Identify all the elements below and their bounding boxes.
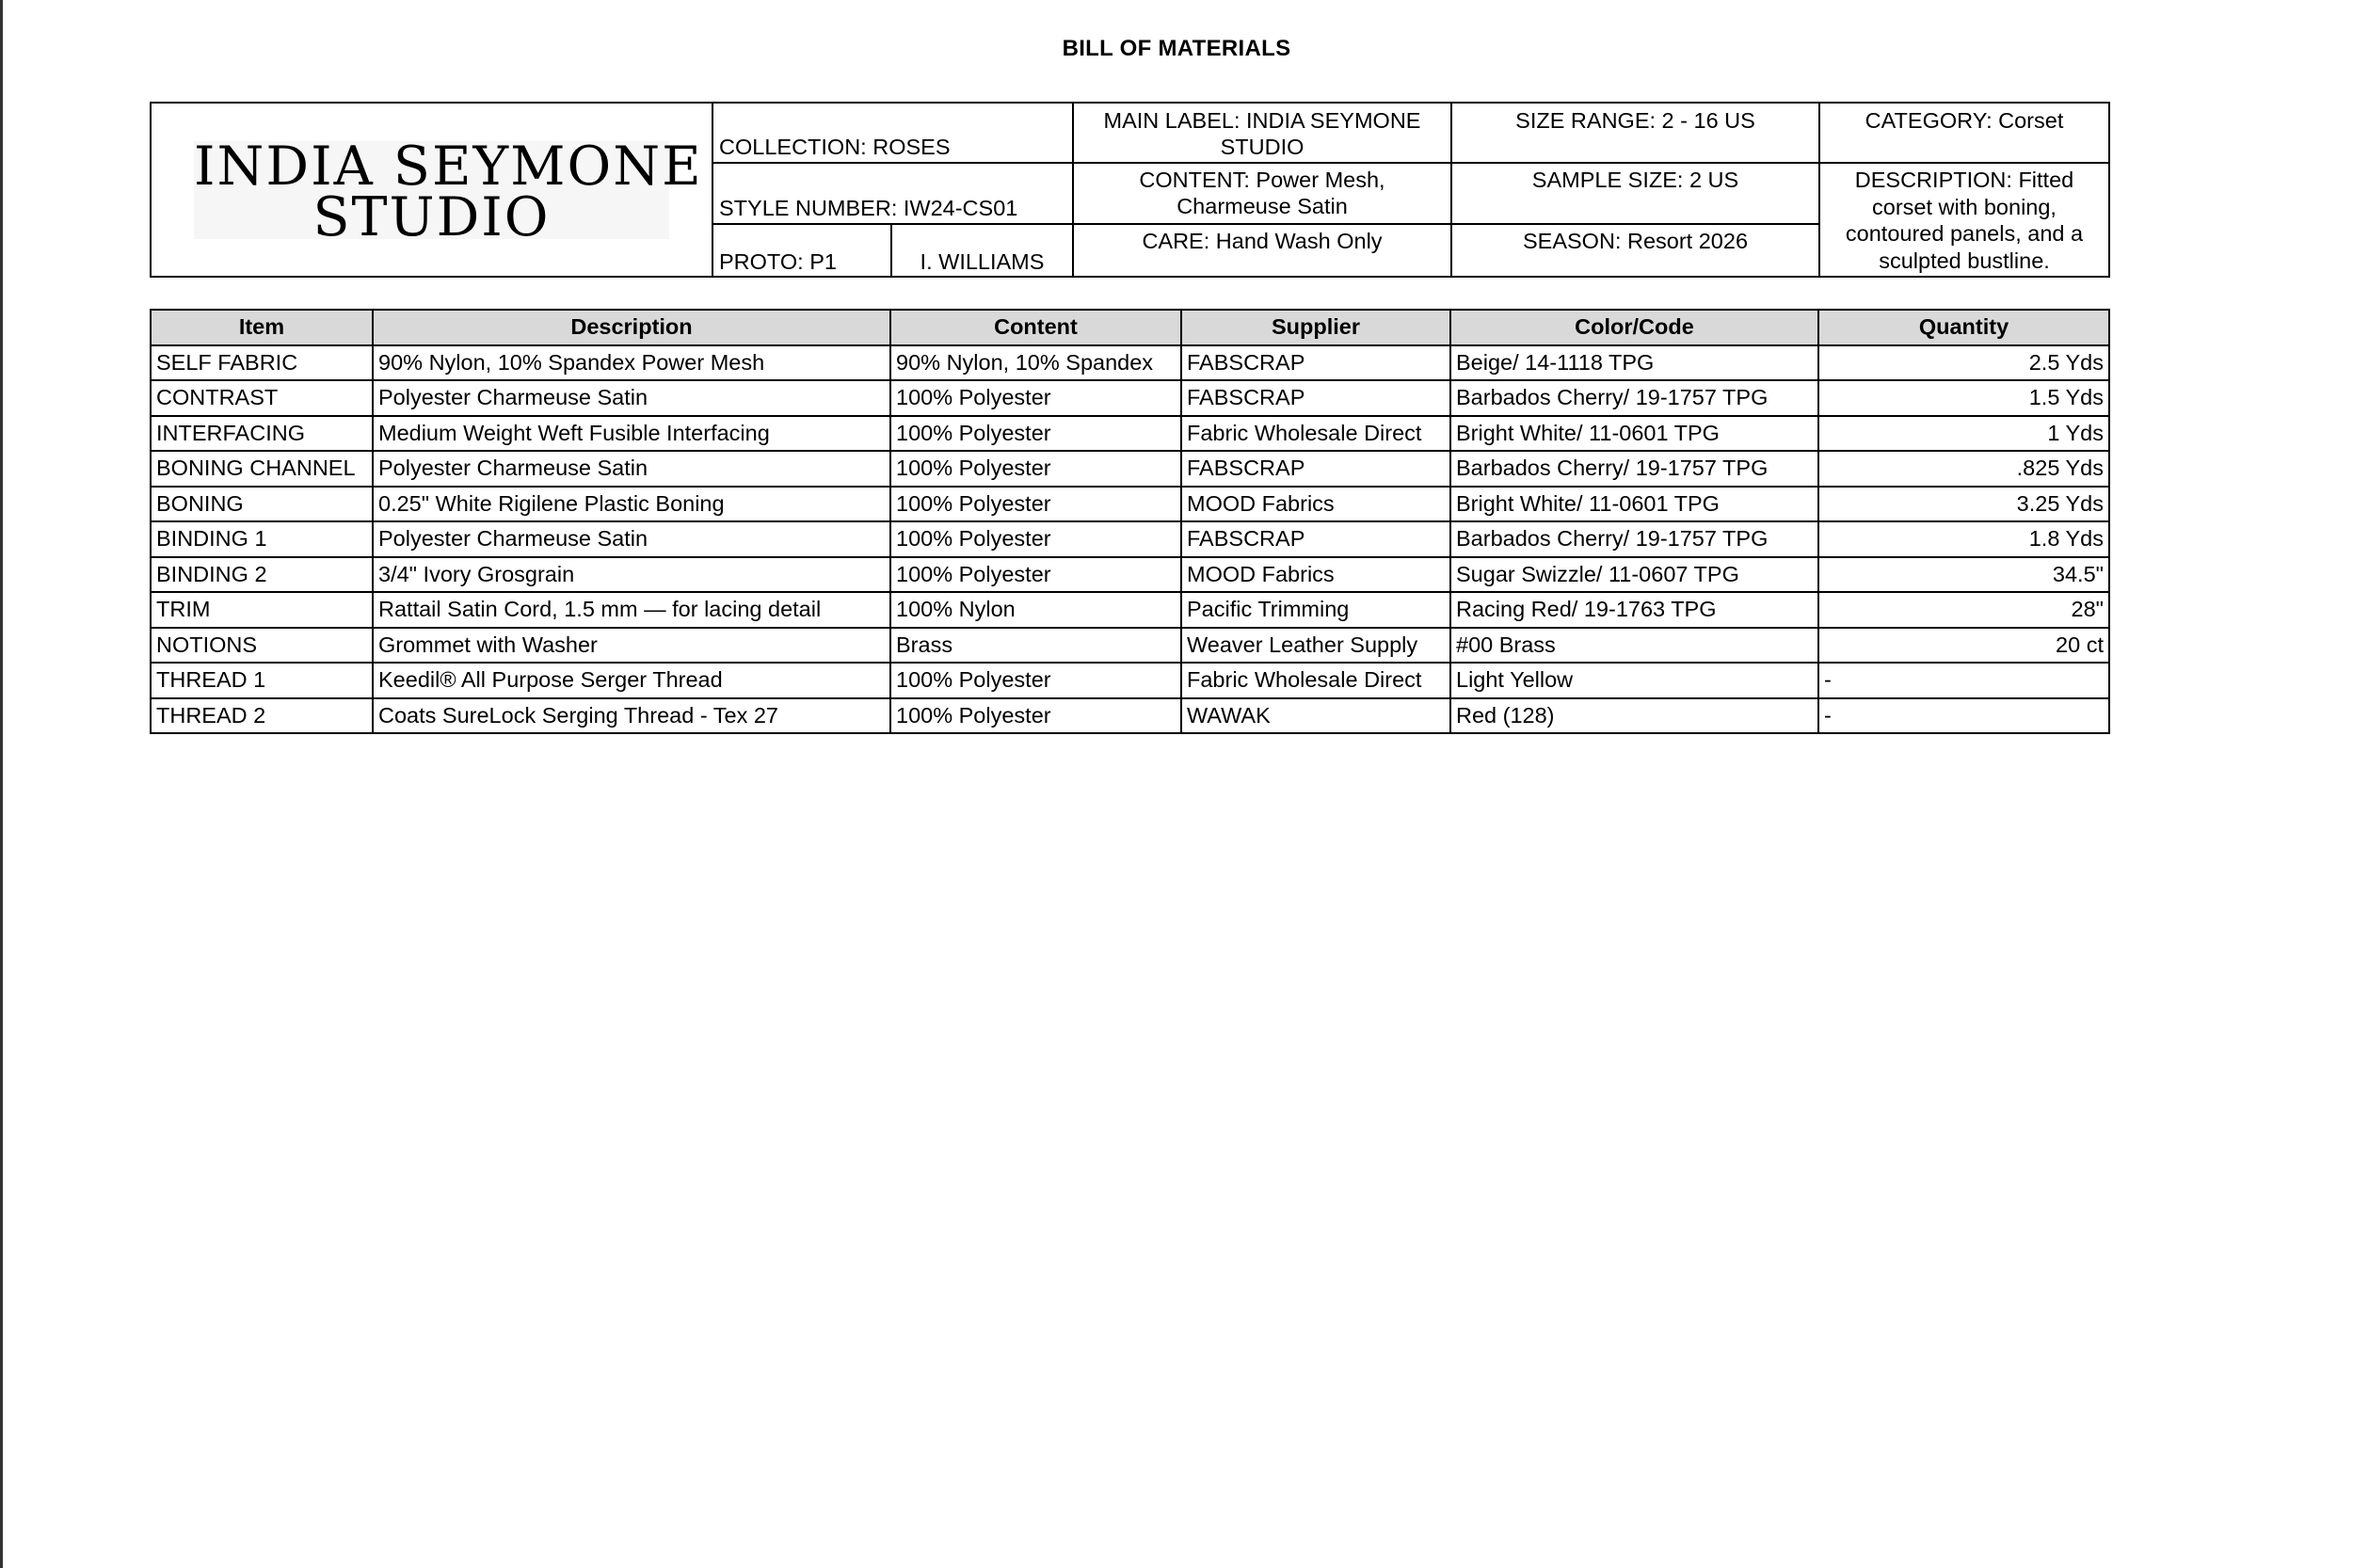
item-cell: THREAD 1 bbox=[151, 663, 373, 698]
color-code-cell: Barbados Cherry/ 19-1757 TPG bbox=[1450, 521, 1818, 557]
supplier-cell: FABSCRAP bbox=[1181, 380, 1450, 416]
color-code-cell: Sugar Swizzle/ 11-0607 TPG bbox=[1450, 557, 1818, 593]
quantity-cell: 1.8 Yds bbox=[1818, 521, 2109, 557]
content-cell: CONTENT: Power Mesh, Charmeuse Satin bbox=[1073, 163, 1451, 224]
supplier-cell: MOOD Fabrics bbox=[1181, 487, 1450, 522]
quantity-cell: - bbox=[1818, 698, 2109, 734]
column-header-item: Item bbox=[151, 310, 373, 345]
table-row bbox=[151, 416, 2109, 452]
description-cell: Coats SureLock Serging Thread - Tex 27 bbox=[373, 698, 890, 734]
size-range-cell: SIZE RANGE: 2 - 16 US bbox=[1451, 103, 1819, 163]
table-row bbox=[151, 487, 2109, 522]
column-header-supplier: Supplier bbox=[1181, 310, 1450, 345]
description-cell: Polyester Charmeuse Satin bbox=[373, 521, 890, 557]
color-code-cell: Barbados Cherry/ 19-1757 TPG bbox=[1450, 380, 1818, 416]
quantity-cell: 20 ct bbox=[1818, 628, 2109, 664]
designer-cell: I. WILLIAMS bbox=[891, 224, 1073, 277]
color-code-cell: Red (128) bbox=[1450, 698, 1818, 734]
description-cell: Polyester Charmeuse Satin bbox=[373, 380, 890, 416]
item-cell: BONING bbox=[151, 487, 373, 522]
table-row bbox=[151, 592, 2109, 628]
item-cell: CONTRAST bbox=[151, 380, 373, 416]
column-header-description: Description bbox=[373, 310, 890, 345]
document-title: BILL OF MATERIALS bbox=[1062, 36, 1291, 61]
color-code-cell: Barbados Cherry/ 19-1757 TPG bbox=[1450, 451, 1818, 487]
quantity-cell: 2.5 Yds bbox=[1818, 345, 2109, 381]
table-header-row bbox=[151, 310, 2109, 345]
proto-cell: PROTO: P1 bbox=[712, 224, 891, 277]
item-cell: BONING CHANNEL bbox=[151, 451, 373, 487]
description-cell: 0.25" White Rigilene Plastic Boning bbox=[373, 487, 890, 522]
logo-line-1: INDIA SEYMONE bbox=[194, 135, 703, 198]
supplier-cell: FABSCRAP bbox=[1181, 345, 1450, 381]
logo-line-2: STUDIO bbox=[312, 185, 551, 248]
quantity-cell: 34.5" bbox=[1818, 557, 2109, 593]
brand-logo-cell bbox=[151, 103, 712, 277]
item-cell: TRIM bbox=[151, 592, 373, 628]
color-code-cell: Light Yellow bbox=[1450, 663, 1818, 698]
materials-table bbox=[150, 309, 2110, 734]
page-left-border bbox=[0, 0, 3, 1568]
table-row bbox=[151, 380, 2109, 416]
supplier-cell: Fabric Wholesale Direct bbox=[1181, 663, 1450, 698]
content-cell: Brass bbox=[890, 628, 1181, 664]
description-cell: Rattail Satin Cord, 1.5 mm — for lacing detail bbox=[373, 592, 890, 628]
description-cell: Medium Weight Weft Fusible Interfacing bbox=[373, 416, 890, 452]
column-header-color-code: Color/Code bbox=[1450, 310, 1818, 345]
description-cell: 3/4" Ivory Grosgrain bbox=[373, 557, 890, 593]
collection-cell: COLLECTION: ROSES bbox=[712, 103, 1073, 163]
quantity-cell: 1.5 Yds bbox=[1818, 380, 2109, 416]
description-cell: Grommet with Washer bbox=[373, 628, 890, 664]
supplier-cell: FABSCRAP bbox=[1181, 451, 1450, 487]
description-cell: Keedil® All Purpose Serger Thread bbox=[373, 663, 890, 698]
table-row bbox=[151, 663, 2109, 698]
content-cell: 100% Polyester bbox=[890, 380, 1181, 416]
color-code-cell: Bright White/ 11-0601 TPG bbox=[1450, 416, 1818, 452]
item-cell: BINDING 1 bbox=[151, 521, 373, 557]
supplier-cell: Fabric Wholesale Direct bbox=[1181, 416, 1450, 452]
color-code-cell: Bright White/ 11-0601 TPG bbox=[1450, 487, 1818, 522]
content-cell: 100% Polyester bbox=[890, 698, 1181, 734]
sample-size-cell: SAMPLE SIZE: 2 US bbox=[1451, 163, 1819, 224]
table-row bbox=[151, 451, 2109, 487]
content-cell: 100% Nylon bbox=[890, 592, 1181, 628]
table-row bbox=[151, 557, 2109, 593]
supplier-cell: Pacific Trimming bbox=[1181, 592, 1450, 628]
supplier-cell: FABSCRAP bbox=[1181, 521, 1450, 557]
item-cell: THREAD 2 bbox=[151, 698, 373, 734]
content-cell: 100% Polyester bbox=[890, 521, 1181, 557]
description-cell: 90% Nylon, 10% Spandex Power Mesh bbox=[373, 345, 890, 381]
description-cell: DESCRIPTION: Fitted corset with boning, contoured panels, and a sculpted bustline. bbox=[1819, 163, 2109, 277]
quantity-cell: 1 Yds bbox=[1818, 416, 2109, 452]
item-cell: NOTIONS bbox=[151, 628, 373, 664]
description-cell: Polyester Charmeuse Satin bbox=[373, 451, 890, 487]
column-header-content: Content bbox=[890, 310, 1181, 345]
category-cell: CATEGORY: Corset bbox=[1819, 103, 2109, 163]
quantity-cell: 3.25 Yds bbox=[1818, 487, 2109, 522]
color-code-cell: Racing Red/ 19-1763 TPG bbox=[1450, 592, 1818, 628]
care-cell: CARE: Hand Wash Only bbox=[1073, 224, 1451, 277]
content-cell: 90% Nylon, 10% Spandex bbox=[890, 345, 1181, 381]
main-label-cell: MAIN LABEL: INDIA SEYMONE STUDIO bbox=[1073, 103, 1451, 163]
quantity-cell: 28" bbox=[1818, 592, 2109, 628]
season-cell: SEASON: Resort 2026 bbox=[1451, 224, 1819, 277]
color-code-cell: #00 Brass bbox=[1450, 628, 1818, 664]
content-cell: 100% Polyester bbox=[890, 451, 1181, 487]
supplier-cell: WAWAK bbox=[1181, 698, 1450, 734]
header-block bbox=[150, 102, 2110, 278]
item-cell: BINDING 2 bbox=[151, 557, 373, 593]
quantity-cell: - bbox=[1818, 663, 2109, 698]
brand-logo bbox=[194, 135, 703, 248]
content-cell: 100% Polyester bbox=[890, 663, 1181, 698]
quantity-cell: .825 Yds bbox=[1818, 451, 2109, 487]
supplier-cell: MOOD Fabrics bbox=[1181, 557, 1450, 593]
color-code-cell: Beige/ 14-1118 TPG bbox=[1450, 345, 1818, 381]
table-row bbox=[151, 521, 2109, 557]
column-header-quantity: Quantity bbox=[1818, 310, 2109, 345]
content-cell: 100% Polyester bbox=[890, 416, 1181, 452]
table-row bbox=[151, 628, 2109, 664]
table-row bbox=[151, 345, 2109, 381]
content-cell: 100% Polyester bbox=[890, 487, 1181, 522]
style-number-cell: STYLE NUMBER: IW24-CS01 bbox=[712, 163, 1073, 224]
item-cell: SELF FABRIC bbox=[151, 345, 373, 381]
table-row bbox=[151, 698, 2109, 734]
content-cell: 100% Polyester bbox=[890, 557, 1181, 593]
item-cell: INTERFACING bbox=[151, 416, 373, 452]
supplier-cell: Weaver Leather Supply bbox=[1181, 628, 1450, 664]
